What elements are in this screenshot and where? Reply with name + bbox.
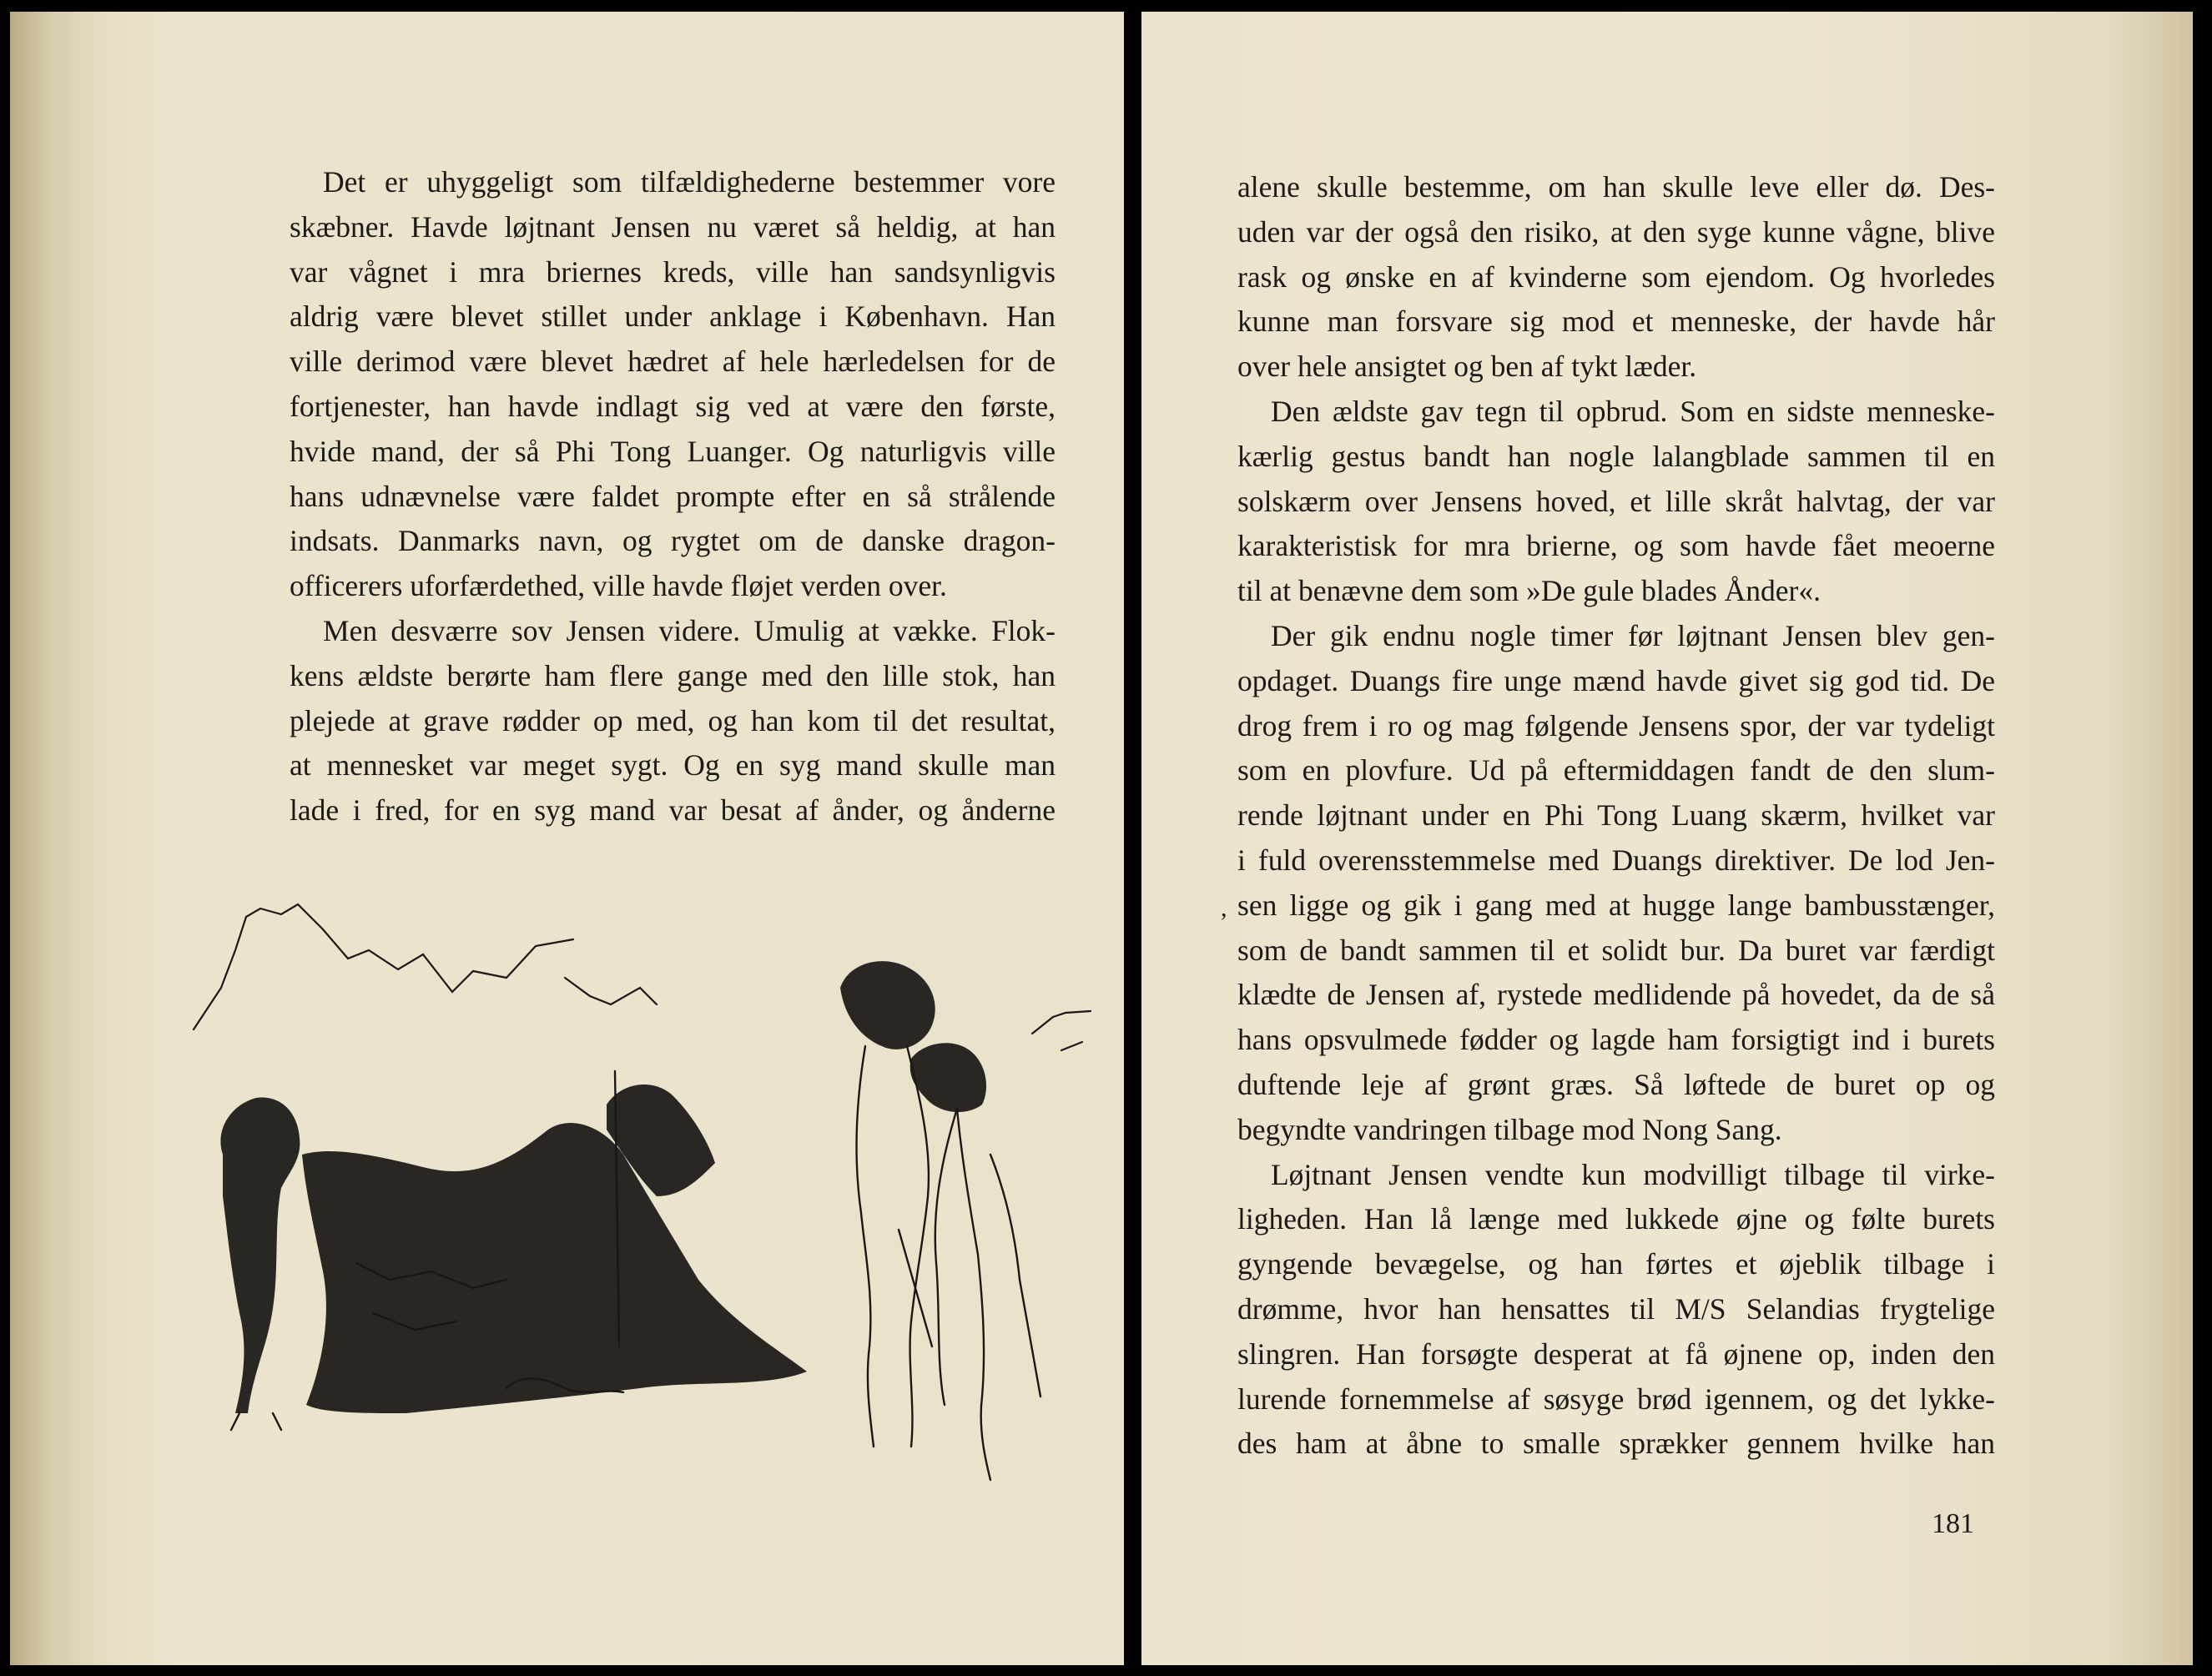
text-line: rende løjtnant under en Phi Tong Luang skærm, hvilket var <box>1237 798 1995 833</box>
text-line: slingren. Han forsøgte desperat at få øjnene op, inden den <box>1237 1336 1995 1371</box>
page-number: 181 <box>1932 1508 1974 1539</box>
text-line: drog frem i ro og mag følgende Jensens spor, der var tydeligt <box>1237 708 1995 742</box>
text-line: at mennesket var meget sygt. Og en syg mand skulle man <box>290 748 1056 783</box>
text-line: solskærm over Jensens hoved, et lille skråt halvtag, der var <box>1237 484 1995 518</box>
text-line: var vågnet i mra briernes kreds, ville han sandsynligvis <box>290 254 1056 289</box>
text-line: uden var der også den risiko, at den syge kunne vågne, blive <box>1237 214 1995 249</box>
text-line: som de bandt sammen til et solidt bur. Da buret var færdigt <box>1237 933 1995 967</box>
text-line: Den ældste gav tegn til opbrud. Som en sidste menneske- <box>1271 394 1995 428</box>
text-line: kærlig gestus bandt han nogle lalangblade sammen til en <box>1237 439 1995 473</box>
text-line: alene skulle bestemme, om han skulle leve eller dø. Des- <box>1237 170 1995 204</box>
text-line: Løjtnant Jensen vendte kun modvilligt tilbage til virke- <box>1271 1157 1995 1191</box>
text-line: drømme, hvor han hensattes til M/S Selandias frygtelige <box>1237 1291 1995 1326</box>
text-line: sen ligge og gik i gang med at hugge lange bambusstænger, <box>1237 888 1995 922</box>
text-line: Det er uhyggeligt som tilfældighederne bestemmer vore <box>323 165 1056 199</box>
text-line: i fuld overensstemmelse med Duangs direktiver. De lod Jen- <box>1237 843 1995 877</box>
text-line: fortjenester, han havde indlagt sig ved at være den første, <box>290 389 1056 423</box>
text-line: skæbner. Havde løjtnant Jensen nu været så heldig, at han <box>290 209 1056 244</box>
text-line: som en plovfure. Ud på eftermiddagen fandt de den slum- <box>1237 753 1995 788</box>
left-page-text <box>290 160 1056 833</box>
text-line: officerers uforfærdethed, ville havde fløjet verden over. <box>290 569 947 603</box>
text-line: Der gik endnu nogle timer før løjtnant Jensen blev gen- <box>1271 618 1995 652</box>
text-line: klædte de Jensen af, rystede medlidende på hovedet, da de så <box>1237 978 1995 1012</box>
text-line: kunne man forsvare sig mod et menneske, der havde hår <box>1237 304 1995 339</box>
text-line: indsats. Danmarks navn, og rygtet om de danske dragon- <box>290 524 1056 558</box>
margin-mark: , <box>1221 894 1227 922</box>
text-line: hans udnævnelse være faldet prompte efter en så strålende <box>290 479 1056 513</box>
text-line: lade i fred, for en syg mand var besat af ånder, og ånderne <box>290 793 1056 828</box>
text-line: ville derimod være blevet hædret af hele hærledelsen for de <box>290 345 1056 379</box>
text-line: gyngende bevægelse, og han førtes et øjeblik tilbage i <box>1237 1247 1995 1281</box>
text-line: hvide mand, der så Phi Tong Luanger. Og naturligvis ville <box>290 434 1056 468</box>
right-page-text <box>1237 165 1995 1467</box>
text-line: til at benævne dem som »De gule blades Ånder«. <box>1237 574 1821 608</box>
text-line: over hele ansigtet og ben af tykt læder. <box>1237 350 1697 384</box>
right-page <box>1141 12 2193 1665</box>
text-line: Men desværre sov Jensen videre. Umulig at vække. Flok- <box>323 613 1056 647</box>
ink-illustration <box>156 879 1124 1488</box>
text-line: duftende leje af grønt græs. Så løftede de buret op og <box>1237 1067 1995 1101</box>
text-line: karakteristisk for mra brierne, og som havde fået meoerne <box>1237 529 1995 563</box>
text-line: ligheden. Han lå længe med lukkede øjne og følte burets <box>1237 1202 1995 1236</box>
left-page <box>10 12 1124 1665</box>
text-line: des ham at åbne to smalle sprækker gennem hvilke han <box>1237 1427 1995 1461</box>
page-footer <box>1237 1498 1995 1540</box>
text-line: rask og ønske en af kvinderne som ejendom. Og hvorledes <box>1237 259 1995 294</box>
text-line: opdaget. Duangs fire unge mænd havde givet sig god tid. De <box>1237 663 1995 697</box>
text-line: hans opsvulmede fødder og lagde ham forsigtigt ind i burets <box>1237 1023 1995 1057</box>
text-line: plejede at grave rødder op med, og han kom til det resultat, <box>290 703 1056 737</box>
text-line: lurende fornemmelse af søsyge brød igennem, og det lykke- <box>1237 1382 1995 1416</box>
text-line: aldrig være blevet stillet under anklage i København. Han <box>290 299 1056 334</box>
text-line: kens ældste berørte ham flere gange med den lille stok, han <box>290 658 1056 692</box>
text-line: begyndte vandringen tilbage mod Nong Sang. <box>1237 1112 1782 1146</box>
